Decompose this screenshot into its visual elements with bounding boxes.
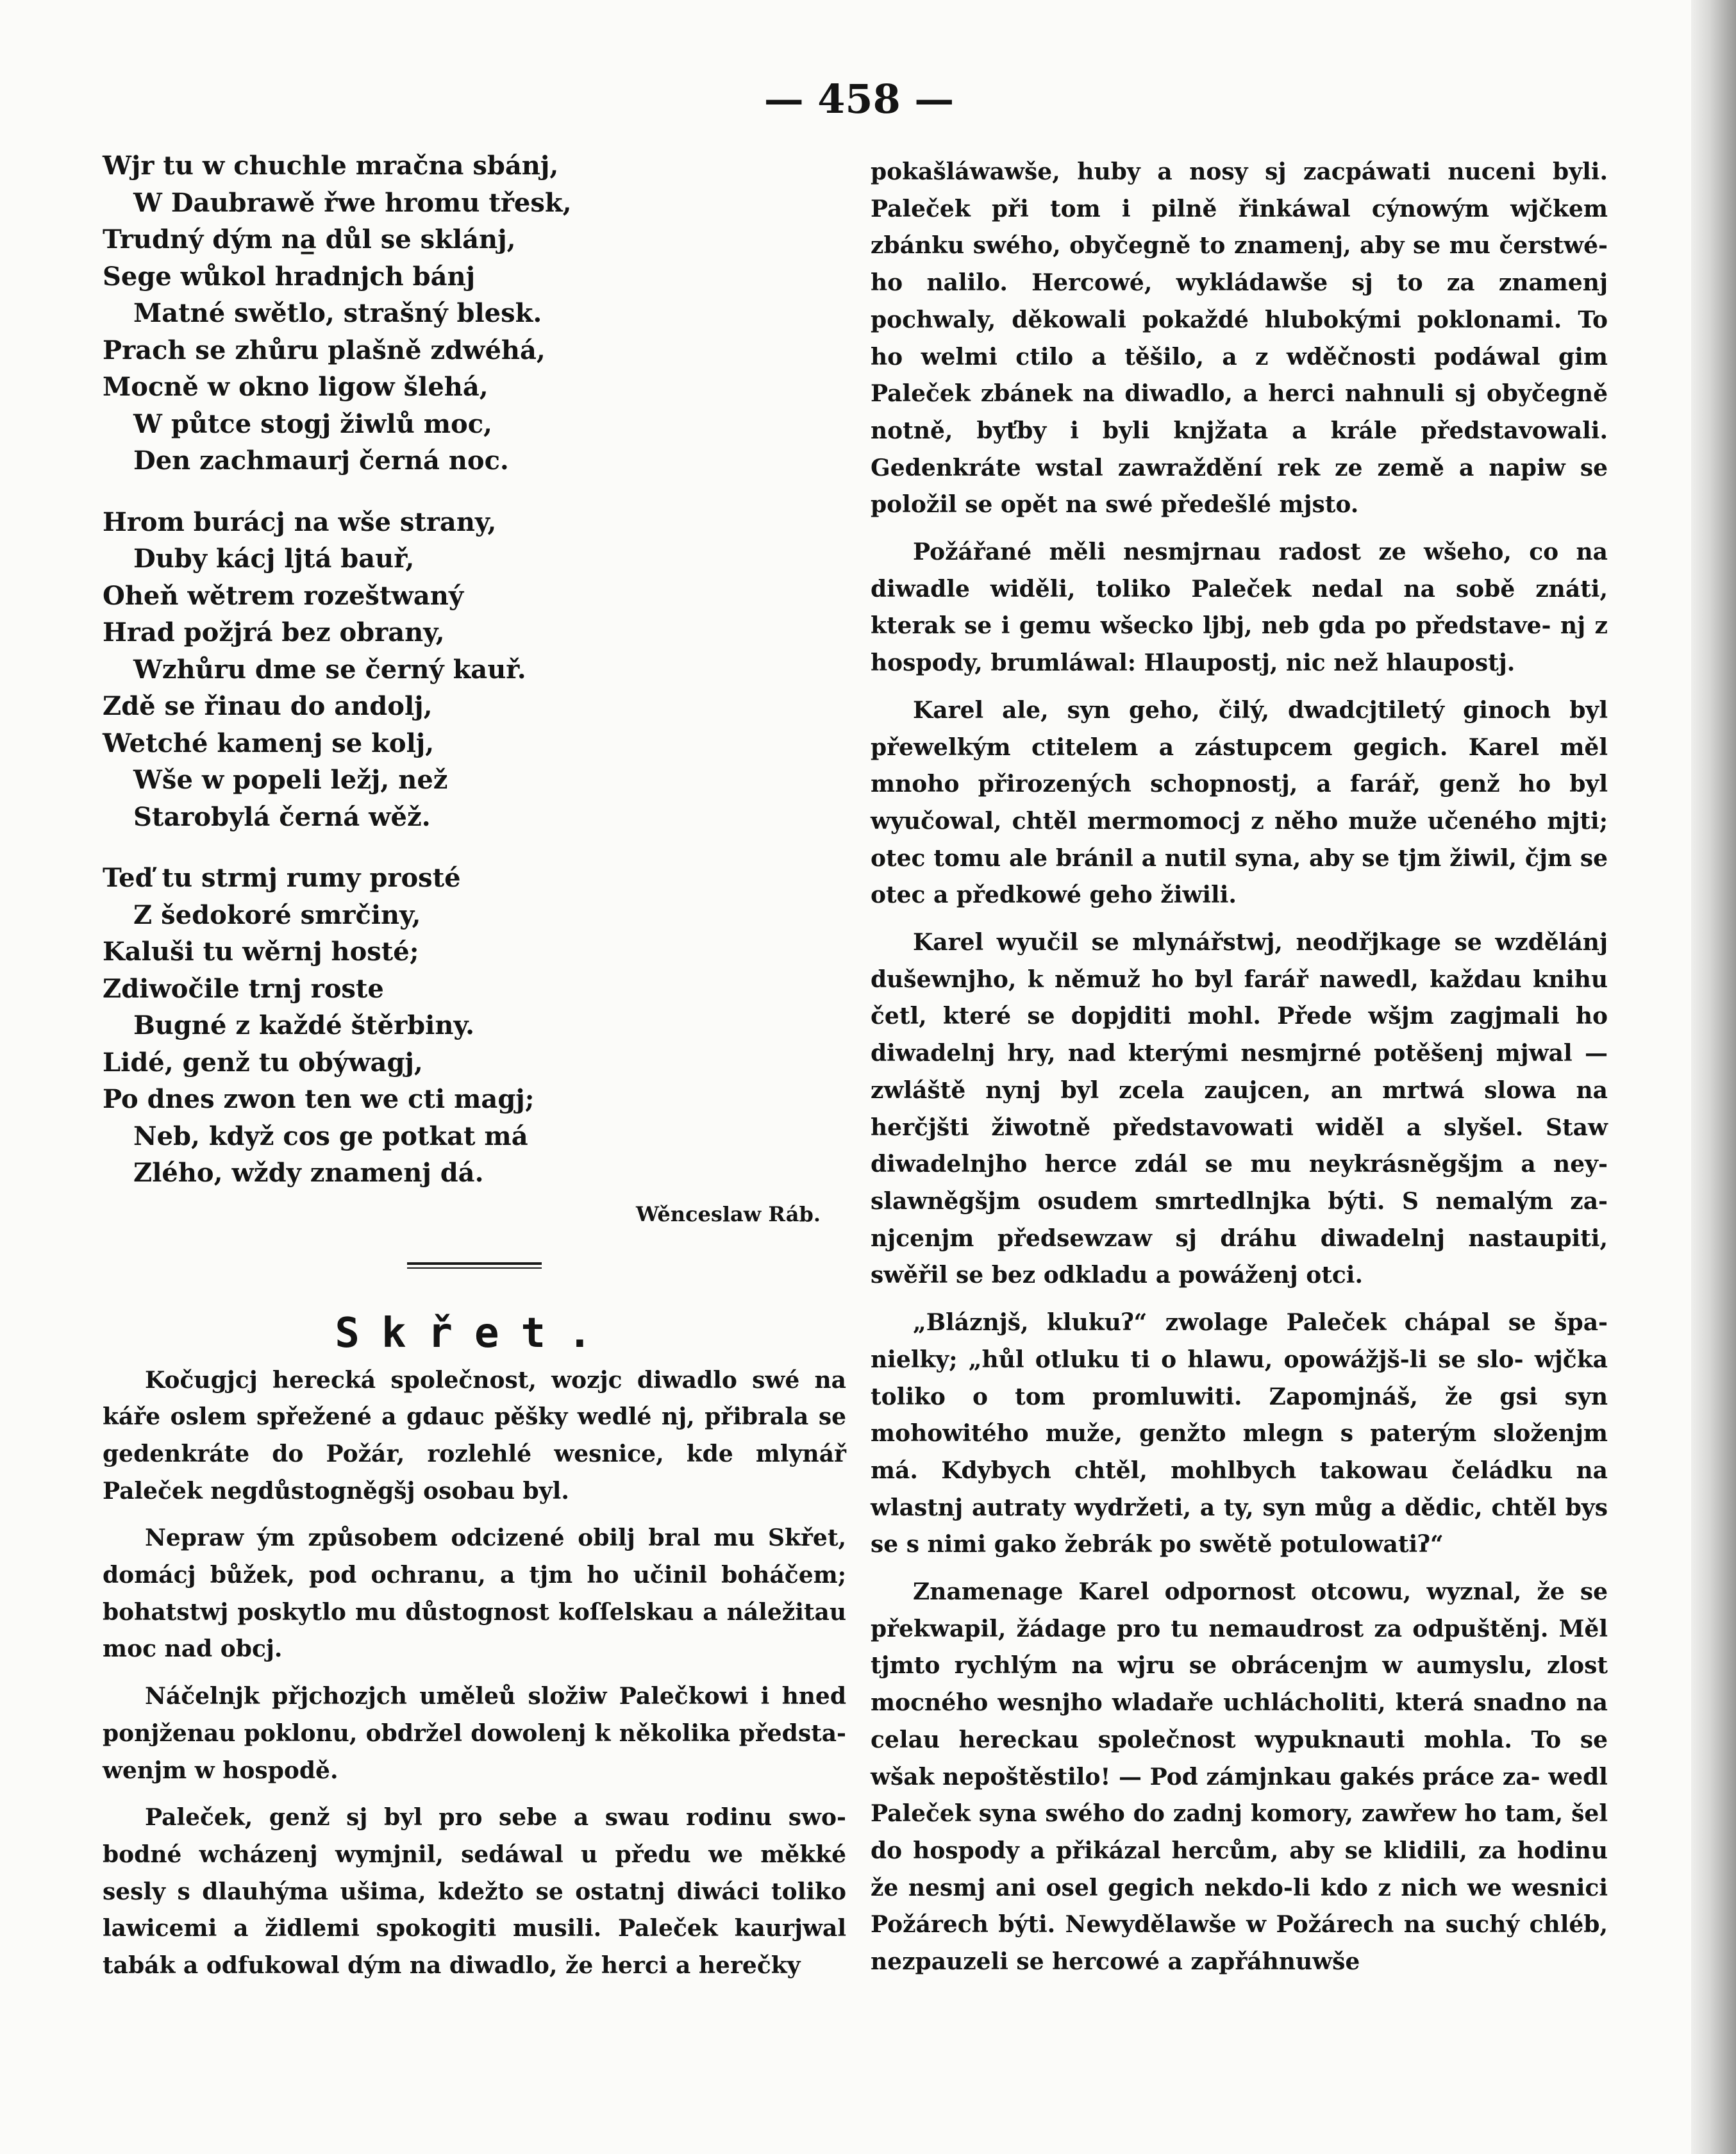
page-edge-shadow [1691,0,1736,2154]
poem-line: Prach se zhůru plašně zdwéhá, [103,335,546,365]
poem-line: Mocně w okno ligow šlehá, [103,372,488,402]
poem-line: Duby kácj ljtá bauř, [133,544,415,574]
poem-line: Trudný dým na̲ důl se sklánj, [103,224,516,255]
poem-line: Zdě se řinau do andolj, [103,691,433,721]
poem-line: Wetché kamenj se kolj, [103,728,435,758]
paragraph: Nepraw ým způsobem odcizené obilj bral mu Skřet, domácj bůžek, pod ochranu, a tjm ho učinil boháčem; bohatstwj poskytlo mu důstognost koſſelskau a náležitau moc nad obcj. [103,1524,846,1663]
paragraph: Požářané měli nesmjrnau radost ze wšeho, co na diwadle widěli, toliko Paleček nedal na sobě znáti, kterak se i gemu wšecko ljbj, neb gda po představe- nj z hospody, brumláwal: Hlaupostj, nic než hlaupostj. [871,538,1608,677]
stanza-gap [103,835,846,860]
story-left-text [103,1362,846,1985]
paragraph: Karel wyučil se mlynářstwj, neodřjkage se wzdělánj dušewnjho, k němuž ho byl farář nawedl, každau knihu četl, které se dopjditi mohl. Přede wšjm zagjmali ho diwadelnj hry, nad kterými nesmjrné potěšenj mjwal — zwláště nynj byl zcela zaujcen, an mrtwá slowa na herčjšti žiwotně představowati widěl a slyšel. Staw diwadelnjho herce zdál se mu neykrásněgšjm a ney- slawněgšjm osudem smrtedlnjka býti. S nemalým za- njcenjm předsewzaw sj dráhu diwadelnj nastaupiti, swěřil se bez odkladu a powáženj otci. [871,929,1608,1289]
poem-line: Starobylá černá wěž. [133,801,431,832]
left-column [103,147,846,1995]
paragraph: Kočugjcj herecká společnost, wozjc diwadlo swé na káře oslem spřežené a gdauc pěšky wedlé nj, přibrala se gedenkráte do Požár, rozlehlé wesnice, kde mlynář Paleček negdůstogněgšj osobau byl. [103,1366,846,1505]
paragraph: Karel ale, syn geho, čilý, dwadcjtiletý ginoch byl přewelkým ctitelem a zástupcem gegich. Karel měl mnoho přirozených schopnostj, a farář, genž ho byl wyučowal, chtěl mermomocj z něho muže učeného mjti; otec tomu ale bránil a nutil syna, aby se tjm žiwil, čjm se otec a předkowé geho žiwili. [871,696,1608,909]
poem-line: Zdiwočile trnj roste [103,973,384,1004]
poem-line: Hrom burácj na wše strany, [103,506,497,537]
section-divider [407,1262,542,1269]
page-number: — 458 — [764,76,955,122]
story-title: Skřet. [335,1309,614,1357]
poem-line: Wjr tu w chuchle mračna sbánj, [103,151,559,181]
poem-line: W půtce stogj žiwlů moc, [133,408,492,439]
poem-line: Teď tu strmj rumy prosté [103,863,461,893]
poem-line: Po dnes zwon ten we cti magj; [103,1084,535,1114]
paragraph: Paleček, genž sj byl pro sebe a swau rodinu swo- bodné wcházenj wymjnil, sedáwal u předu we měkké sesly s dlauhýma ušima, kdežto se ostatnj diwáci toliko lawicemi a židlemi spokogiti musili. Paleček kaurjwal tabák a odfukowal dým na diwadlo, že herci a herečky [103,1804,846,1980]
poem-line: W Daubrawě řwe hromu třesk, [133,187,572,218]
paragraph: Znamenage Karel odpornost otcowu, wyznal, že se překwapil, žádage pro tu nemaudrost za odpuštěnj. Měl tjmto rychlým na wjru se obrácenjm w aumyslu, zlost mocného wesnjho wladaře uchlácholiti, která snadno na celau hereckau společnost wypuknauti mohla. To se wšak nepoštěstilo! — Pod zámjnkau gakés práce za- wedl Paleček syna swého do zadnj komory, zawřew ho tam, šel do hospody a přikázal hercům, aby se klidili, za hodinu že nesmj ani osel gegich nekdo-li kdo z nich we wesnici Požárech býti. Newydělawše w Požárech na suchý chléb, nezpauzeli se hercowé a zapřáhnuwše [871,1578,1608,1976]
poem-line: Bugné z každé štěrbiny. [133,1010,474,1040]
poem [103,147,846,1237]
poem-line: Wše w popeli ležj, než [133,765,448,795]
poem-line: Kaluši tu wěrnj hosté; [103,937,419,967]
poem-line: Lidé, genž tu obýwagj, [103,1047,423,1078]
poem-author: Wěnceslaw Ráb. [636,1201,821,1226]
stanza-gap [103,480,846,504]
poem-line: Den zachmaurj černá noc. [133,446,509,476]
poem-line: Wzhůru dme se černý kauř. [133,654,526,685]
poem-line: Hrad požjrá bez obrany, [103,617,445,647]
paragraph: pokašláwawše, huby a nosy sj zacpáwati nuceni byli. Paleček při tom i pilně řinkáwal cýnowým wjčkem zbánku swého, obyčegně to znamenj, aby se mu čerstwé- ho nalilo. Hercowé, wykládawše sj to za znamenj pochwaly, děkowali pokaždé hlubokými poklonami. To ho welmi ctilo a těšilo, a z wděčnosti podáwal gim Paleček zbánek na diwadlo, a herci nahnuli sj obyčegně notně, byťby i byli knjžata a krále představowali. Gedenkráte wstal zawraždění rek ze země a napiw se položil se opět na swé předešlé mjsto. [871,158,1608,519]
poem-line: Zlého, wždy znamenj dá. [133,1158,484,1188]
poem-line: Z šedokoré smrčiny, [133,899,421,930]
poem-line: Oheň wětrem rozeštwaný [103,580,464,611]
poem-line: Matné swětlo, strašný blesk. [133,298,542,328]
paragraph: „Bláznjš, klukuʔ“ zwolage Paleček chápal se špa- nielky; „hůl otluku ti o hlawu, opowážjš-li se slo- wjčka toliko o tom promluwiti. Zapomjnáš, že gsi syn mohowitého muže, genžto mlegn s paterým složenjm má. Kdybych chtěl, mohlbych takowau čeládku na wlastnj autraty wydržeti, a ty, syn můg a dědic, chtěl bys se s nimi gako žebrák po swětě potulowatiʔ“ [871,1309,1608,1558]
paragraph: Náčelnjk přjchozjch uměleů složiw Palečkowi i hned ponjženau poklonu, obdržel dowolenj k několika předsta- wenjm w hospodě. [103,1683,846,1784]
poem-line: Neb, když cos ge potkat má [133,1121,528,1151]
right-column [871,154,1608,1991]
poem-line: Sege wůkol hradnjch bánj [103,261,476,292]
